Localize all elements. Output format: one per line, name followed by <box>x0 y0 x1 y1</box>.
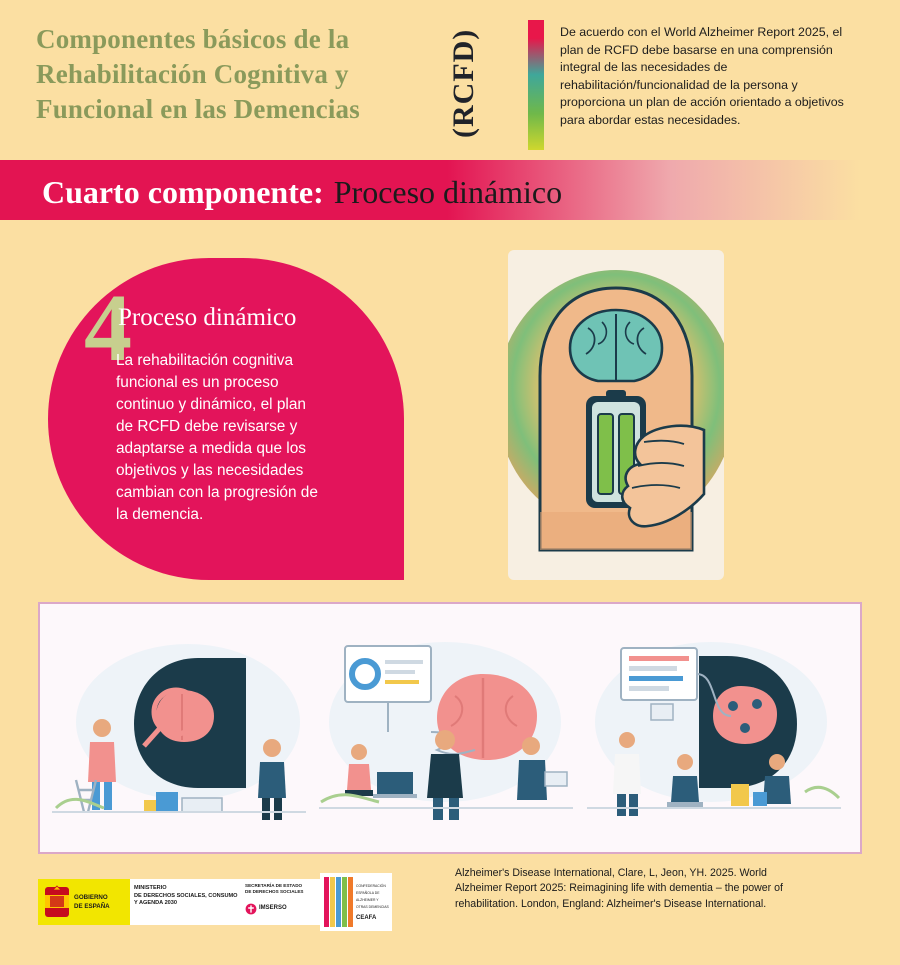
header-intro-text: De acuerdo con el World Alzheimer Report 2025, el plan de RCFD debe basarse en una comprensión integral de las necesidades de rehabilitación/funcionalidad de la persona y proporciona un plan de acción orientado a objetivos para abordar estas necesidades. <box>560 25 844 128</box>
illustration-panel-inner <box>48 612 848 840</box>
component-circle <box>48 258 404 580</box>
head-with-brain-and-battery-illustration <box>508 250 724 580</box>
scene-magnifier-head-brain <box>48 612 315 840</box>
page-title <box>36 22 436 127</box>
page-title-line-1: Componentes básicos de la <box>36 24 350 54</box>
svg-text:CONFEDERACIÓN: CONFEDERACIÓN <box>356 884 386 888</box>
illustration-panel <box>38 602 862 854</box>
gobierno-logo-line-1: GOBIERNO <box>74 893 108 901</box>
header <box>0 0 900 152</box>
svg-text:ESPAÑOLA DE: ESPAÑOLA DE <box>356 891 380 895</box>
section-banner-content <box>42 172 562 212</box>
ministerio-logo <box>130 879 242 925</box>
imserso-logo-line-2: DE DERECHOS SOCIALES <box>245 888 304 894</box>
page-title-line-3: Funcional en las Demencias <box>36 94 360 125</box>
banner-label: Cuarto componente: <box>42 173 324 210</box>
component-number: 4 <box>84 274 132 381</box>
svg-text:OTRAS DEMENCIAS: OTRAS DEMENCIAS <box>356 905 389 909</box>
gobierno-de-espana-logo <box>38 879 130 925</box>
imserso-logo-line-3: IMSERSO <box>259 905 287 912</box>
imserso-mark-icon <box>245 903 257 915</box>
page-title-line-2: Rehabilitación Cognitiva y <box>36 59 349 90</box>
banner-value: Proceso dinámico <box>333 173 563 210</box>
footer-logos <box>38 872 418 932</box>
ministerio-logo-line-2: DE DERECHOS SOCIALES, CONSUMO <box>134 892 238 899</box>
ministerio-logo-line-1: MINISTERIO <box>134 885 167 891</box>
reference-text: Alzheimer's Disease International, Clare, L, Jeon, YH. 2025. World Alzheimer Report 2025: Reimagining life with dementia – the power of rehabilitation. London, England: Alzheimer's Disease International. <box>455 867 783 910</box>
imserso-logo-line-1: SECRETARÍA DE ESTADO <box>245 883 303 888</box>
scene-monitoring-head-brain <box>581 612 848 840</box>
component-body-text: La rehabilitación cognitiva funcional es un proceso continuo y dinámico, el plan de RCFD debe revisarse y adaptarse a medida que los objetivos y las necesidades cambian con la progresión de la demencia. <box>116 352 318 524</box>
imserso-logo <box>242 879 320 925</box>
svg-text:ALZHEIMER Y: ALZHEIMER Y <box>356 898 379 902</box>
ministerio-logo-line-3: Y AGENDA 2030 <box>134 900 178 907</box>
component-title: Proceso dinámico <box>118 304 297 331</box>
scene-dashboard-brain-team <box>315 612 582 840</box>
gradient-bar-decoration <box>528 20 544 150</box>
acronym-rcfd: (RCFD) <box>447 28 480 138</box>
gobierno-logo-line-2: DE ESPAÑA <box>74 903 110 910</box>
svg-text:CEAFA: CEAFA <box>356 915 377 921</box>
ceafa-logo <box>320 873 392 931</box>
